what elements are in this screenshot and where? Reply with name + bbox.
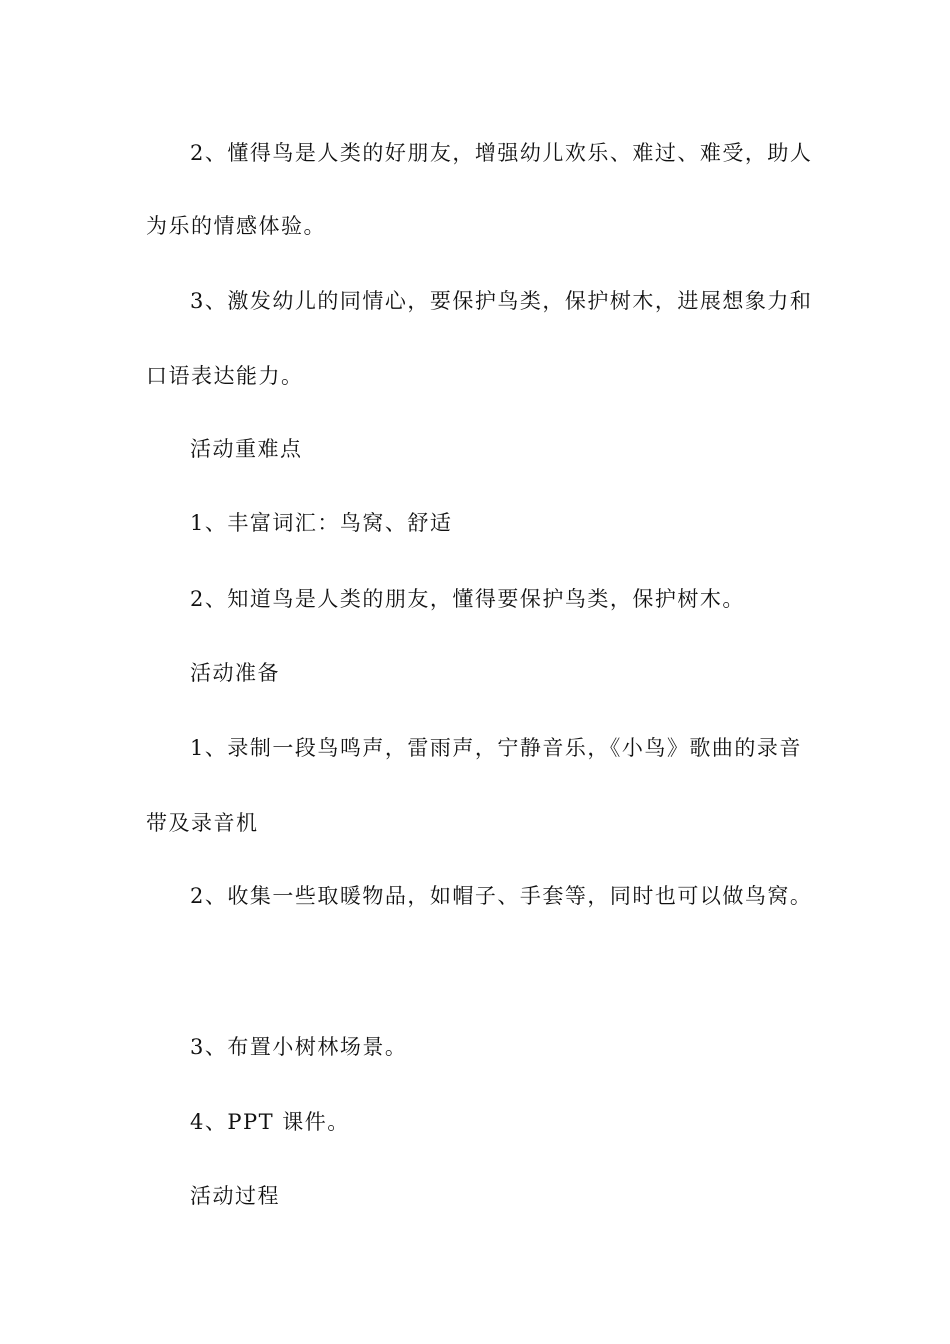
paragraph-goal-3-line-1: 3、激发幼儿的同情心，要保护鸟类，保护树木，进展想象力和 [190, 289, 813, 313]
preparation-2: 2、收集一些取暖物品，如帽子、手套等，同时也可以做鸟窝。 [190, 884, 813, 908]
preparation-4: 4、PPT 课件。 [190, 1110, 350, 1134]
paragraph-goal-2-line-2: 为乐的情感体验。 [146, 214, 326, 238]
heading-activity-process: 活动过程 [190, 1184, 280, 1208]
preparation-1-line-2: 带及录音机 [146, 811, 259, 835]
paragraph-goal-3-line-2: 口语表达能力。 [146, 364, 304, 388]
key-point-2: 2、知道鸟是人类的朋友，懂得要保护鸟类，保护树木。 [190, 587, 745, 611]
heading-key-points: 活动重难点 [190, 437, 303, 461]
paragraph-goal-2-line-1: 2、懂得鸟是人类的好朋友，增强幼儿欢乐、难过、难受，助人 [190, 141, 813, 165]
heading-preparation: 活动准备 [190, 661, 280, 685]
preparation-1-line-1: 1、录制一段鸟鸣声，雷雨声，宁静音乐，《小鸟》歌曲的录音 [190, 736, 802, 760]
key-point-1: 1、丰富词汇：鸟窝、舒适 [190, 511, 453, 535]
preparation-3: 3、布置小树林场景。 [190, 1035, 408, 1059]
